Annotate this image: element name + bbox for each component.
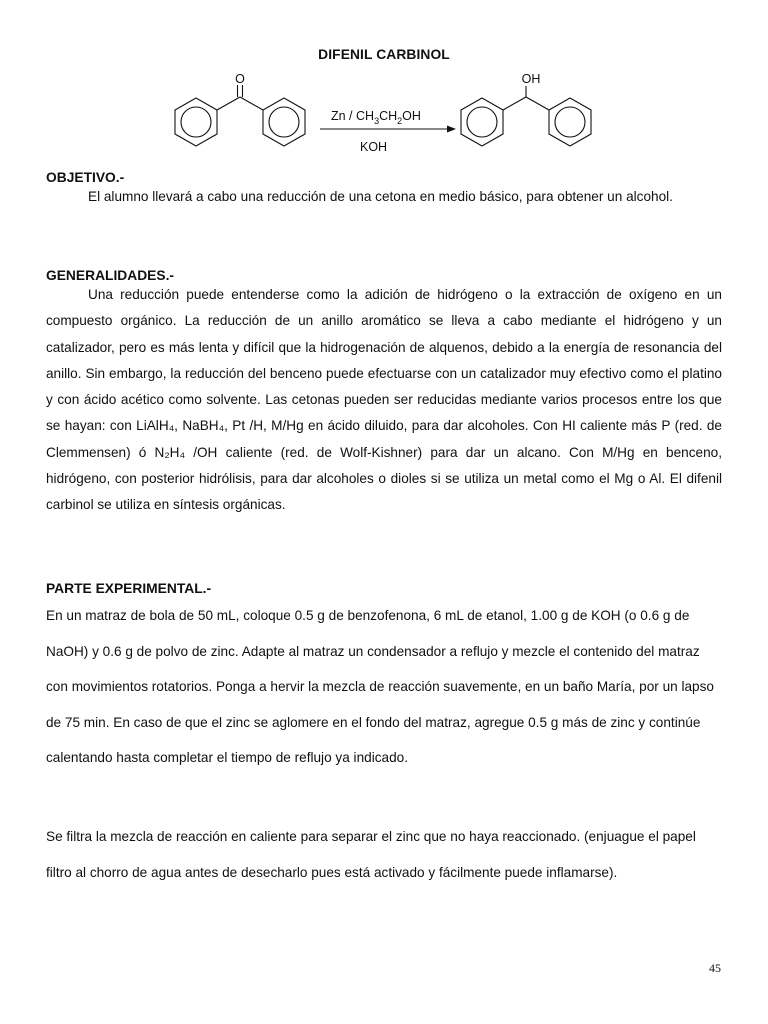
section-heading-objetivo: OBJETIVO.- xyxy=(46,170,125,185)
hydroxyl-label: OH xyxy=(521,72,541,86)
base-label: KOH xyxy=(360,140,388,154)
section-heading-experimental: PARTE EXPERIMENTAL.- xyxy=(46,581,212,596)
carbonyl-oxygen-label: O xyxy=(235,72,245,86)
generalidades-text: Una reducción puede entenderse como la adición de hidrógeno o la extracción de oxígeno en un compuesto orgánico. La reducción de un anillo aromático se lleva a cabo mediante el hidrógeno y un catalizador, pero es más lenta y difícil que la hidrogenación de alquenos, debido a la energía de resonancia del anillo. Sin embargo, la reducción del benceno puede efectuarse con un catalizador muy efectivo como el platino y con ácido acético como solvente. Las cetonas pueden ser reducidas mediante varios procesos entre los que se hayan: con LiAlH₄, NaBH₄, Pt /H, M/Hg en ácido diluido, para dar alcoholes. Con HI caliente más P (red. de Clemmensen) ó N₂H₄ /OH caliente (red. de Wolf-Kishner) para dar un alcano. Con M/Hg en benceno, hidrógeno, con posterior hidrólisis, para dar alcoholes o dioles si se utiliza un metal como el Mg o Al. El difenil carbinol se utiliza en síntesis orgánicas. xyxy=(46,287,722,513)
reaction-scheme xyxy=(160,66,610,166)
arrow-head xyxy=(447,126,456,133)
reagent-label: Zn / $CH_3CH_2OH$ xyxy=(331,109,421,126)
experimental-paragraph-2: Se filtra la mezcla de reacción en caliente para separar el zinc que no haya reaccionado. (enjuague el papel filtro al chorro de agua antes de desecharlo pues está activado y fácilmente puede inflamarse). xyxy=(46,829,696,880)
product-right-ring xyxy=(549,98,591,146)
reactant-left-ring xyxy=(175,98,217,146)
section-heading-generalidades: GENERALIDADES.- xyxy=(46,268,175,283)
product-left-ring xyxy=(461,98,503,146)
page-title: DIFENIL CARBINOL xyxy=(318,47,450,62)
page-number: 45 xyxy=(709,961,721,975)
objetivo-text: El alumno llevará a cabo una reducción de una cetona en medio básico, para obtener un alcohol. xyxy=(88,189,673,204)
reactant-right-ring xyxy=(263,98,305,146)
experimental-paragraph-1: En un matraz de bola de 50 mL, coloque 0.5 g de benzofenona, 6 mL de etanol, 1.00 g de KOH (o 0.6 g de NaOH) y 0.6 g de polvo de zinc. Adapte al matraz un condensador a reflujo y mezcle el contenido del matraz con movimientos rotatorios. Ponga a hervir la mezcla de reacción suavemente, en un baño María, por un lapso de 75 min. En caso de que el zinc se aglomere en el fondo del matraz, agregue 0.5 g más de zinc y continúe calentando hasta completar el tiempo de reflujo ya indicado. xyxy=(46,608,714,766)
